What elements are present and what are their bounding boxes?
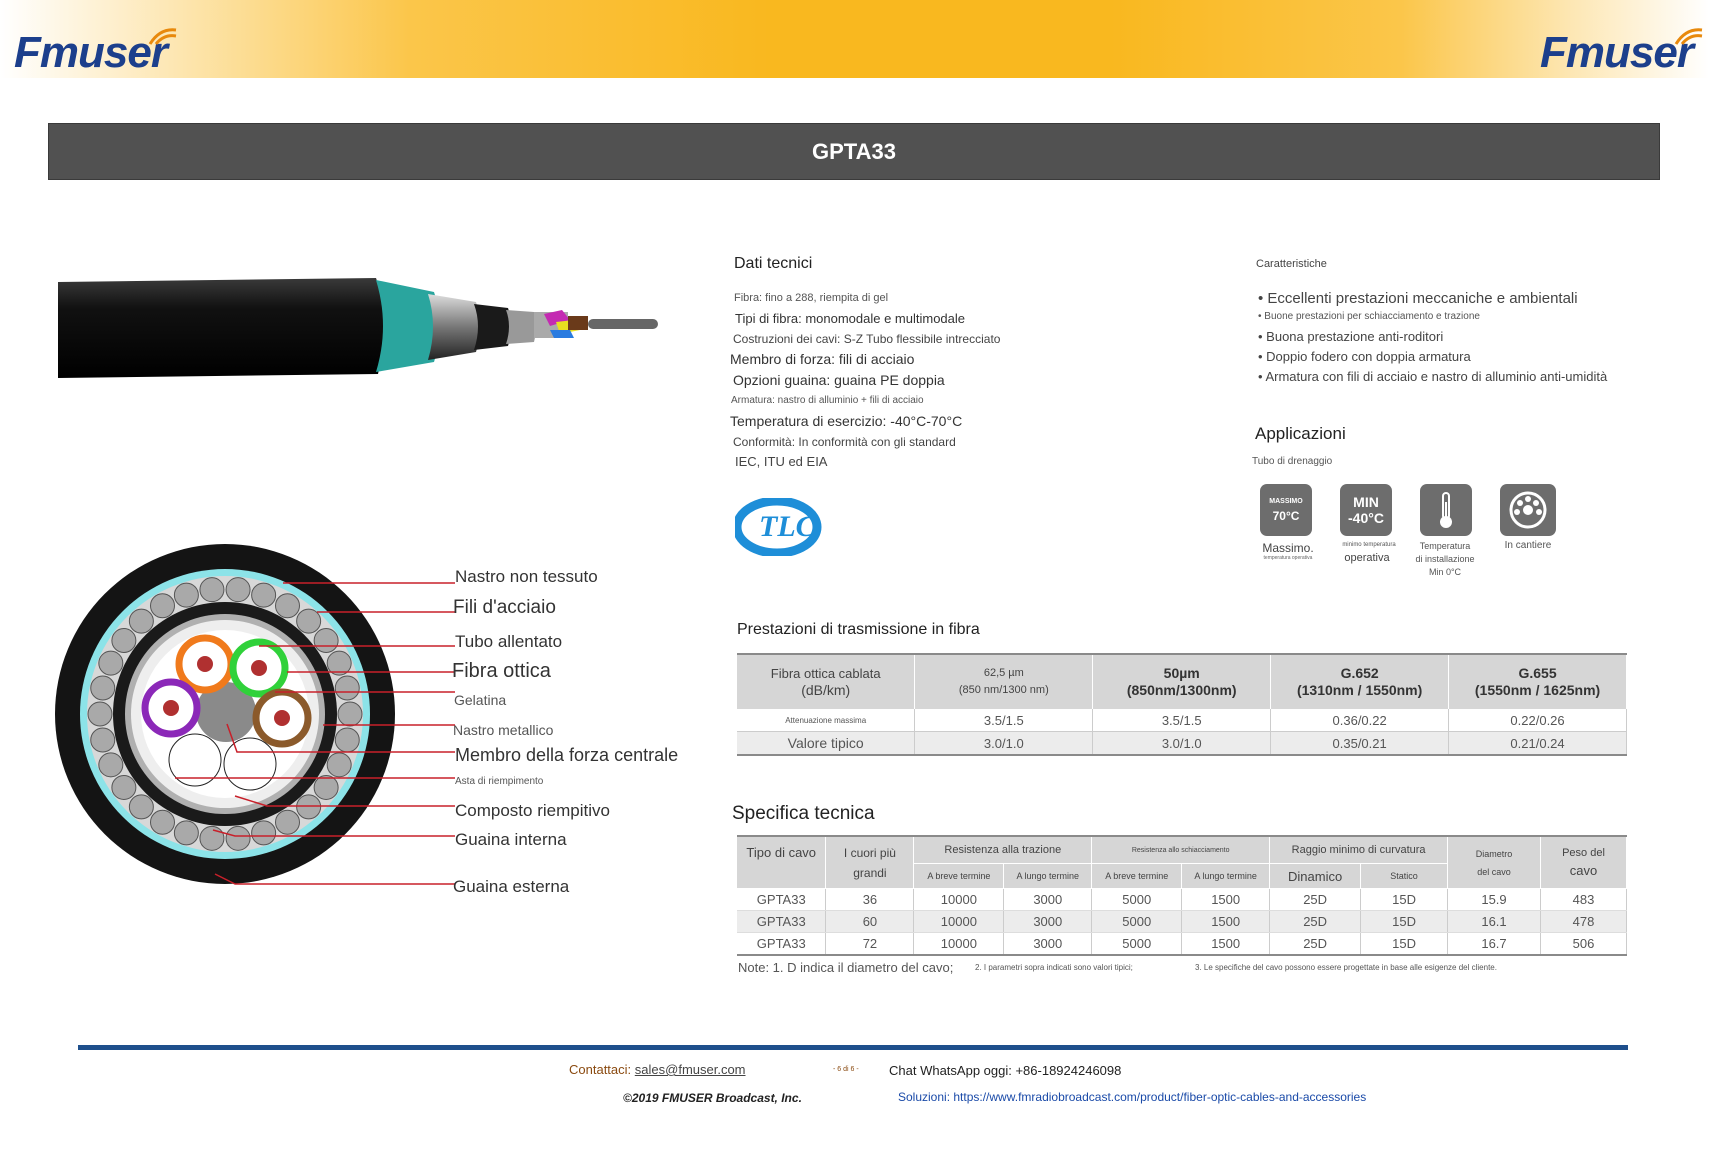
tlc-certification-logo [735,498,823,556]
steel-wire [226,578,250,602]
steel-wire [252,583,276,607]
spec-note: 2. I parametri sopra indicati sono valori tipici; [975,963,1133,972]
page-number: - 6 di 6 - [833,1066,859,1073]
feature-item: • Buone prestazioni per schiacciamento e trazione [1258,311,1480,322]
spec-note: Note: 1. D indica il diametro del cavo; [738,960,954,975]
cable-cross-section-icon [1500,484,1556,536]
max-temperature-icon: MASSIMO 70°C [1260,484,1312,536]
feature-item: • Doppio fodero con doppia armatura [1258,349,1471,364]
steel-wire [129,795,153,819]
steel-wire [226,826,250,850]
callout-label: Nastro non tessuto [455,567,598,586]
logo-right-text: Fmuser [1540,28,1693,77]
steel-wire [151,810,175,834]
steel-wire [314,629,338,653]
steel-wire [200,826,224,850]
tech-data-line: Opzioni guaina: guaina PE doppia [733,372,945,388]
table-header: A lungo termine [1182,864,1270,889]
tech-data-line: IEC, ITU ed EIA [735,454,828,469]
contact-label: Contattaci: [569,1062,632,1077]
header-band [0,0,1709,78]
whatsapp-text: Chat WhatsApp oggi: +86-18924246098 [889,1063,1122,1078]
table-header: Resistenza alla trazione [914,836,1092,864]
steel-wire [314,775,338,799]
spec-note: 3. Le specifiche del cavo possono essere progettate in base alle esigenze del cliente. [1195,963,1497,972]
steel-wire [200,578,224,602]
table-header: Diametro del cavo [1448,836,1541,889]
table-header: Fibra ottica cablata (dB/km) [737,654,915,709]
table-header: G.655 (1550nm / 1625nm) [1449,654,1627,709]
cable-cross-section-diagram [55,540,715,900]
table-row: Valore tipico 3.0/1.0 3.0/1.0 0.35/0.21 0.21/0.24 [737,732,1627,756]
feature-item: • Eccellenti prestazioni meccaniche e ambientali [1258,290,1578,307]
min-temperature-icon: MIN -40°C [1340,484,1392,536]
steel-wire [88,702,112,726]
callout-label: Fili d'acciaio [453,597,556,618]
callout-label: Guaina esterna [453,877,570,896]
table-row: GPTA33 60 10000 3000 5000 1500 25D 15D 16.1 478 [737,911,1627,933]
features-heading: Caratteristiche [1256,258,1327,270]
icon-caption: operativa [1344,552,1390,564]
signal-wave-icon [146,24,186,46]
logo-left-text: Fmuser [14,28,167,77]
tech-data-line: Fibra: fino a 288, riempita di gel [734,292,889,304]
thermometer-icon [1420,484,1472,536]
icon-caption: In cantiere [1504,540,1552,551]
steel-wire [91,676,115,700]
steel-wire [99,753,123,777]
logo-left [14,28,167,78]
steel-wire [174,583,198,607]
footer-divider [78,1045,1628,1050]
signal-wave-icon [1672,24,1709,46]
tech-data-line: Membro di forza: fili di acciaio [730,351,915,367]
steel-wire [174,821,198,845]
table-header: Statico [1361,864,1448,889]
steel-wire [327,753,351,777]
transmission-table [737,653,1627,756]
callout-label: Asta di riempimento [455,776,544,787]
feature-item: • Armatura con fili di acciaio e nastro di alluminio anti-umidità [1258,369,1608,384]
callout-label: Composto riempitivo [455,801,610,820]
icon-caption: minimo temperatura [1342,542,1396,548]
callout-label: Tubo allentato [455,632,563,651]
steel-wire [112,629,136,653]
email-link[interactable]: sales@fmuser.com [634,1062,746,1077]
table-row: GPTA33 72 10000 3000 5000 1500 25D 15D 16.7 506 [737,933,1627,956]
steel-wire [99,651,123,675]
steel-wire [91,728,115,752]
table-header: A breve termine [914,864,1004,889]
table-header: A lungo termine [1004,864,1092,889]
feature-item: • Buona prestazione anti-roditori [1258,329,1444,344]
solutions-link[interactable]: https://www.fmradiobroadcast.com/product/fiber-optic-cables-and-accessories [953,1090,1367,1104]
tech-data-line: Costruzioni dei cavi: S-Z Tubo flessibile intrecciato [733,332,1001,346]
table-row: Attenuazione massima 3.5/1.5 3.5/1.5 0.36/0.22 0.22/0.26 [737,709,1627,732]
applications-subtitle: Tubo di drenaggio [1252,456,1333,467]
page-title: GPTA33 [48,123,1660,180]
features-list [1258,290,1607,389]
table-header: Raggio minimo di curvatura [1270,836,1448,864]
cable-side-view-image [56,270,676,390]
steel-wire [335,728,359,752]
table-header: A breve termine [1092,864,1182,889]
table-header: G.652 (1310nm / 1550nm) [1271,654,1449,709]
icon-caption: Temperatura di installazione Min 0°C [1415,541,1475,577]
table-header: I cuori più grandi [826,836,914,889]
transmission-heading: Prestazioni di trasmissione in fibra [737,621,980,638]
steel-wire [338,702,362,726]
callout-label: Gelatina [454,692,507,708]
table-row: GPTA33 36 10000 3000 5000 1500 25D 15D 15.9 483 [737,889,1627,911]
copyright: ©2019 FMUSER Broadcast, Inc. [623,1091,802,1105]
callout-label: Membro della forza centrale [455,745,679,765]
callout-label: Guaina interna [455,830,567,849]
icon-caption: temperatura operativa [1263,555,1313,561]
icon-caption: Massimo. [1262,541,1314,555]
footer-contact [569,1062,746,1077]
table-header: Tipo di cavo [737,836,826,889]
steel-wire [335,676,359,700]
table-header: Resistenza allo schiacciamento [1092,836,1270,864]
callout-label: Fibra ottica [452,660,551,682]
tech-data-line: Armatura: nastro di alluminio + fili di acciaio [731,395,924,406]
tech-data-line: Conformità: In conformità con gli standard [733,435,956,449]
spec-heading: Specifica tecnica [732,803,875,824]
steel-wire [276,810,300,834]
table-header: 62,5 µm (850 nm/1300 nm) [915,654,1093,709]
thermometer-glyph [1434,490,1458,530]
steel-wire [252,821,276,845]
table-header: Dinamico [1270,864,1361,889]
spec-table [737,835,1627,956]
table-header: Peso del cavo [1540,836,1626,889]
logo-right [1540,28,1693,78]
tech-data-heading: Dati tecnici [734,255,813,272]
steel-wire [112,775,136,799]
steel-wire [129,609,153,633]
footer-solutions [898,1090,1366,1104]
tlc-logo-text: TLC [759,510,816,543]
solutions-label: Soluzioni: [898,1090,951,1104]
steel-wire [297,795,321,819]
table-header: 50µm (850nm/1300nm) [1093,654,1271,709]
applications-heading: Applicazioni [1255,424,1346,443]
cable-section-glyph [1508,490,1548,530]
callout-label: Nastro metallico [453,722,554,738]
tech-data-line: Tipi di fibra: monomodale e multimodale [735,311,966,326]
steel-wire [276,594,300,618]
tech-data-line: Temperatura di esercizio: -40°C-70°C [730,413,963,429]
steel-wire [151,594,175,618]
